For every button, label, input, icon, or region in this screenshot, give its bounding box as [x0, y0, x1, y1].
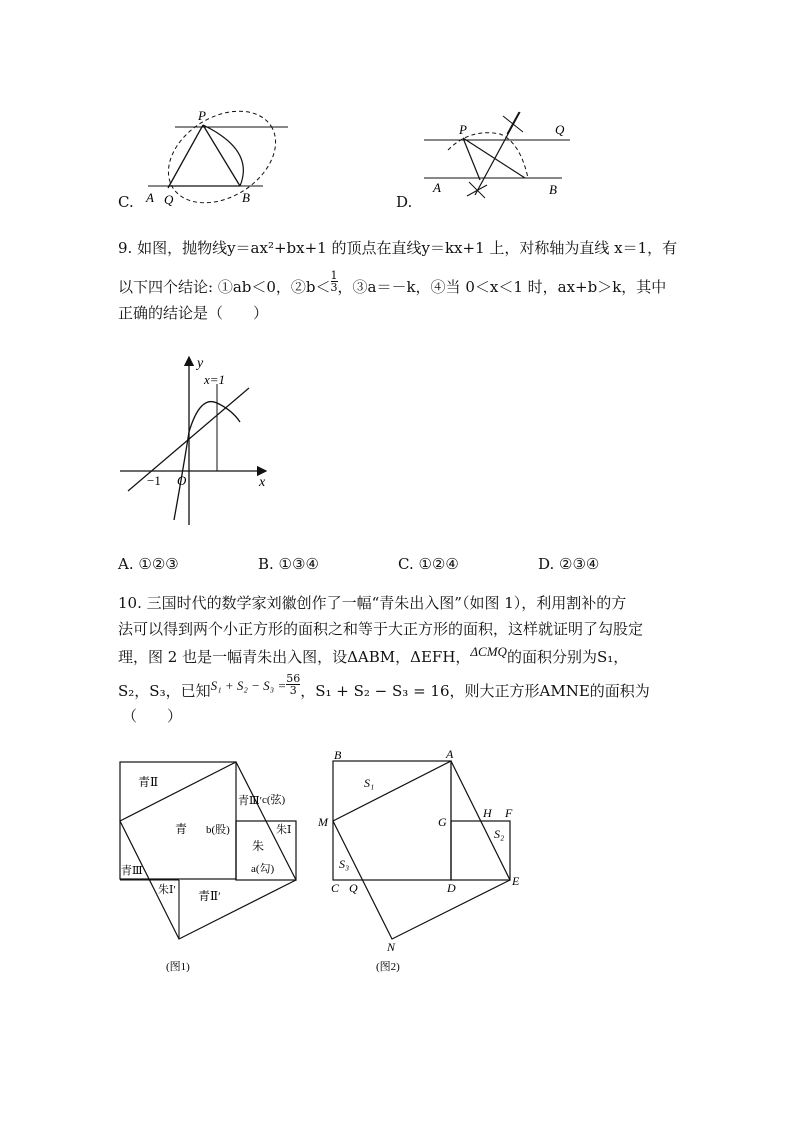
q9-frac-den: 3	[330, 280, 338, 294]
fig2-label-s3: S₃	[339, 857, 350, 871]
q9-axis-label: x=1	[204, 372, 226, 387]
q9-line-2-pre: 以下四个结论: ①ab＜0，②b＜	[118, 278, 331, 296]
fig2-label-n: N	[387, 940, 396, 954]
q9-frac-num: 1	[330, 268, 338, 282]
fig1-label-qing: 青	[175, 822, 188, 836]
q10-eq1-den: 3	[286, 684, 300, 696]
fig2-label-d: D	[447, 881, 456, 895]
fig1-label-zhu1: 朱Ⅰ	[276, 824, 292, 836]
option-c-label: C.	[118, 193, 134, 211]
fig1-label-c: c(弦)	[262, 794, 286, 806]
fig1-label-b: b(股)	[206, 824, 230, 836]
q9-option-b: B. ①③④	[258, 555, 319, 573]
q9-neg-one: −1	[147, 473, 161, 488]
fig2-label-g: G	[438, 815, 447, 829]
fig1-label-qing3p: 青Ⅲ′	[238, 795, 263, 807]
d-label-p: P	[459, 122, 467, 137]
q10-line-3-pre: 理，图 2 也是一幅青朱出入图，设ΔABM，ΔEFH，	[118, 648, 471, 666]
fig2-label-b: B	[334, 748, 342, 762]
fig1-label-zhu1p: 朱Ⅰ′	[158, 884, 176, 896]
fig1-label-qing3: 青Ⅲ	[121, 865, 143, 877]
q10-line-4-pre: S₂，S₃，已知	[118, 682, 211, 700]
q10-cmq: ΔCMQ	[470, 644, 507, 659]
q9-option-c: C. ①②④	[398, 555, 459, 573]
fig2-caption: (图2)	[376, 961, 400, 973]
d-label-a: A	[433, 180, 441, 195]
c-label-a: A	[146, 190, 154, 205]
q10-eq1-num: 56	[286, 671, 301, 685]
q10-line-3-post: 的面积分别为S₁，	[506, 648, 629, 666]
q9-line-1: 9. 如图，抛物线y＝ax²+bx+1 的顶点在直线y＝kx+1 上，对称轴为直线 x＝1，有	[118, 239, 678, 257]
fig2-label-f: F	[505, 806, 513, 820]
fig1-label-qing2p: 青Ⅱ′	[198, 889, 221, 903]
fig1-label-zhu: 朱	[252, 839, 265, 853]
fig2-label-m: M	[318, 815, 328, 829]
fig2-label-s2: S₂	[494, 827, 505, 841]
q10-line-4-mid: ，S₁ + S₂ − S₃ = 16，则大正方形AMNE的面积为	[300, 682, 650, 700]
c-label-b: B	[242, 190, 250, 205]
d-label-q: Q	[555, 122, 565, 137]
fig1-label-qing2: 青Ⅱ	[138, 775, 159, 789]
fig2-label-c: C	[331, 881, 340, 895]
q10-line-2: 法可以得到两个小正方形的面积之和等于大正方形的面积，这样就证明了勾股定	[118, 620, 644, 638]
fig2-label-q: Q	[349, 881, 358, 895]
fig1-label-a: a(勾)	[251, 863, 275, 875]
q9-y-label: y	[197, 356, 204, 371]
q9-option-a: A. ①②③	[118, 555, 179, 573]
c-label-p: P	[198, 108, 206, 123]
q9-option-d: D. ②③④	[538, 555, 600, 573]
q9-x-label: x	[259, 475, 266, 490]
fig2-label-a: A	[446, 747, 454, 761]
fig2-label-s1: S₁	[364, 776, 375, 790]
c-label-q: Q	[164, 192, 174, 207]
q10-line-5: （ ）	[122, 707, 183, 725]
fig2-label-e: E	[512, 874, 520, 888]
q10-line-1: 10. 三国时代的数学家刘徽创作了一幅“青朱出入图”（如图 1），利用割补的方	[118, 594, 627, 612]
q10-eq1-lhs: S₁ + S₂ − S₃ =	[210, 678, 287, 693]
q9-line-2-post: ，③a＝－k，④当 0＜x＜1 时，ax+b＞k，其中	[337, 278, 667, 296]
d-label-b: B	[549, 182, 557, 197]
q9-line-3: 正确的结论是（ ）	[118, 304, 269, 322]
q9-origin: O	[177, 473, 187, 488]
option-d-label: D.	[396, 193, 413, 211]
fig2-label-h: H	[483, 806, 492, 820]
fig1-caption: (图1)	[166, 961, 190, 973]
